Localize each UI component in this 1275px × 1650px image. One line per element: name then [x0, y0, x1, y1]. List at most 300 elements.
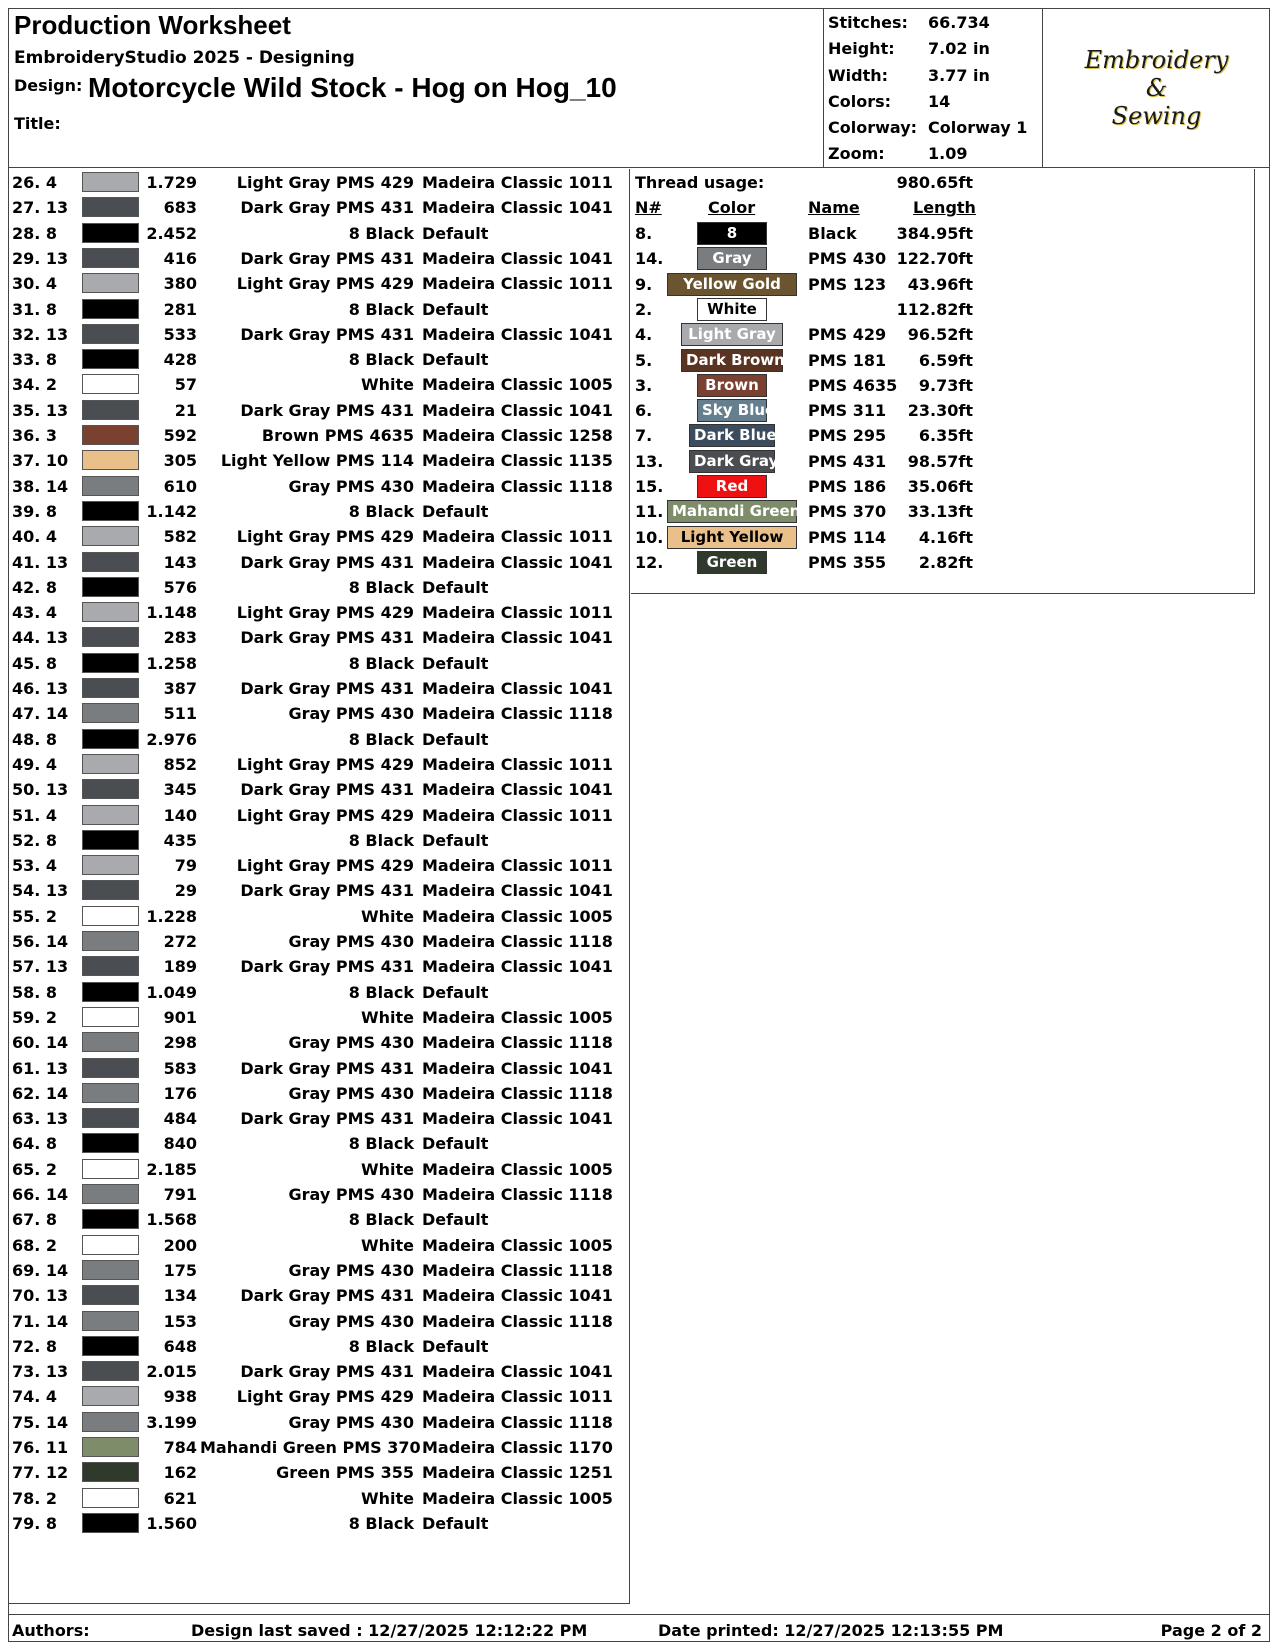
table-row — [8, 574, 630, 601]
stitch-count: 153 — [163, 1311, 197, 1331]
color-swatch — [82, 526, 139, 546]
footer-last-saved: Design last saved : 12/27/2025 12:12:22 PM — [191, 1621, 588, 1640]
color-swatch — [82, 805, 139, 825]
design-label: Design: — [14, 76, 83, 95]
table-row — [8, 1257, 630, 1284]
stat-value: Colorway 1 — [928, 118, 1028, 138]
color-swatch — [82, 223, 139, 243]
col-header-number: N# — [635, 198, 662, 217]
stat-value: 66.734 — [928, 13, 990, 32]
thread-usage-row — [631, 549, 1255, 576]
table-row — [8, 1181, 630, 1208]
table-row — [8, 751, 630, 778]
stitch-count: 533 — [163, 324, 197, 344]
stitch-count: 901 — [163, 1007, 197, 1027]
stop-number: 63. 13 — [12, 1109, 69, 1129]
thread-brand: Madeira Classic 1041 — [422, 1286, 613, 1306]
thread-usage-row — [631, 397, 1255, 424]
thread-color-chip: Red — [697, 475, 767, 498]
stop-number: 33. 8 — [12, 350, 58, 370]
thread-brand: Madeira Classic 1011 — [422, 1387, 613, 1407]
thread-name: White — [360, 1007, 414, 1027]
thread-color-chip: Brown — [697, 374, 767, 397]
thread-name: 8 Black — [348, 223, 414, 243]
table-row — [8, 447, 630, 474]
stitch-count: 1.568 — [146, 1210, 197, 1230]
stitch-count: 428 — [163, 350, 197, 370]
table-row — [8, 903, 630, 930]
thread-name: White — [360, 1159, 414, 1179]
thread-length: 23.30ft — [907, 401, 973, 421]
thread-name: 8 Black — [348, 350, 414, 370]
logo-line: & — [1145, 74, 1168, 102]
footer-date-printed: Date printed: 12/27/2025 12:13:55 PM — [658, 1621, 1004, 1640]
stitch-count: 938 — [163, 1387, 197, 1407]
stop-number: 46. 13 — [12, 679, 69, 698]
thread-number: 11. — [635, 502, 664, 522]
thread-name: White — [360, 375, 414, 395]
thread-pms: PMS 181 — [808, 350, 887, 370]
thread-name: Gray PMS 430 — [288, 1260, 414, 1280]
color-swatch — [82, 1336, 139, 1356]
thread-number: 9. — [635, 274, 653, 294]
stop-number: 77. 12 — [12, 1463, 69, 1483]
thread-brand: Default — [422, 830, 489, 850]
thread-name: Brown PMS 4635 — [261, 426, 414, 445]
thread-usage-row — [631, 296, 1255, 323]
thread-usage-row — [631, 245, 1255, 272]
color-swatch — [82, 1488, 139, 1508]
color-swatch — [82, 1007, 139, 1027]
thread-brand: Madeira Classic 1170 — [422, 1438, 613, 1457]
stat-value: 14 — [928, 91, 951, 111]
thread-color-chip: Light Yellow — [667, 526, 797, 549]
thread-usage-panel — [631, 169, 1255, 594]
thread-name: Dark Gray PMS 431 — [240, 1109, 414, 1129]
thread-usage-total: 980.65ft — [896, 173, 973, 192]
thread-pms: PMS 123 — [808, 274, 887, 294]
thread-color-chip: Sky Blue — [697, 399, 767, 422]
thread-brand: Default — [422, 1210, 489, 1230]
stitch-count: 1.148 — [146, 603, 197, 623]
table-row — [8, 194, 630, 221]
app-name: EmbroideryStudio 2025 - Designing — [14, 48, 355, 68]
color-swatch — [82, 1235, 139, 1255]
stop-number: 27. 13 — [12, 198, 69, 218]
thread-name: Light Gray PMS 429 — [236, 805, 414, 825]
thread-name: Mahandi Green PMS 370 — [200, 1438, 421, 1457]
thread-usage-row — [631, 524, 1255, 551]
color-swatch — [82, 1361, 139, 1381]
stitch-count: 3.199 — [146, 1412, 197, 1432]
thread-brand: Default — [422, 653, 489, 673]
stop-number: 43. 4 — [12, 603, 58, 623]
stitch-count: 2.976 — [146, 729, 197, 749]
stitch-count: 2.185 — [146, 1159, 197, 1179]
table-row — [8, 877, 630, 904]
stop-number: 58. 8 — [12, 982, 58, 1002]
stitch-count: 2.452 — [146, 223, 197, 243]
table-row — [8, 169, 630, 196]
thread-brand: Madeira Classic 1258 — [422, 426, 613, 445]
thread-brand: Madeira Classic 1011 — [422, 856, 613, 876]
table-row — [8, 675, 630, 702]
table-row — [8, 827, 630, 854]
thread-number: 14. — [635, 249, 664, 269]
table-row — [8, 726, 630, 753]
stitch-count: 387 — [163, 679, 197, 698]
stop-number: 38. 14 — [12, 476, 69, 496]
table-row — [8, 1206, 630, 1233]
thread-brand: Madeira Classic 1041 — [422, 248, 613, 268]
thread-length: 43.96ft — [907, 274, 973, 294]
stitch-count: 648 — [163, 1336, 197, 1356]
thread-color-chip: White — [697, 298, 767, 321]
table-row — [8, 928, 630, 955]
thread-brand: Madeira Classic 1011 — [422, 805, 613, 825]
stitch-count: 162 — [163, 1463, 197, 1483]
color-swatch — [82, 855, 139, 875]
table-row — [8, 979, 630, 1006]
thread-brand: Default — [422, 1134, 489, 1154]
color-swatch — [82, 1311, 139, 1331]
table-row — [8, 1232, 630, 1259]
stitch-count: 1.258 — [146, 653, 197, 673]
table-row — [8, 1156, 630, 1183]
stitch-count: 2.015 — [146, 1362, 197, 1382]
color-swatch — [82, 602, 139, 622]
thread-name: Light Gray PMS 429 — [236, 527, 414, 547]
col-header-length: Length — [913, 198, 976, 217]
stop-number: 26. 4 — [12, 173, 58, 192]
thread-length: 9.73ft — [918, 375, 973, 395]
thread-length: 96.52ft — [907, 325, 973, 345]
logo-line: Embroidery — [1084, 46, 1229, 74]
thread-brand: Madeira Classic 1118 — [422, 704, 613, 724]
stat-label: Stitches: — [828, 13, 908, 32]
table-row — [8, 1333, 630, 1360]
table-row — [8, 599, 630, 626]
thread-length: 2.82ft — [918, 552, 973, 572]
header-info — [8, 8, 823, 168]
stitch-count: 380 — [163, 274, 197, 294]
table-row — [8, 1308, 630, 1335]
thread-color-chip: Light Gray — [681, 323, 783, 346]
thread-color-chip: Dark Blue — [689, 424, 775, 447]
thread-name: 8 Black — [348, 1336, 414, 1356]
color-swatch — [82, 197, 139, 217]
thread-pms: Black — [808, 224, 857, 243]
stat-row — [824, 141, 1042, 167]
thread-brand: Madeira Classic 1005 — [422, 1007, 613, 1027]
stop-number: 56. 14 — [12, 932, 69, 951]
stitch-count: 143 — [163, 552, 197, 572]
color-swatch — [82, 1260, 139, 1280]
thread-name: Dark Gray PMS 431 — [240, 780, 414, 800]
color-swatch — [82, 1133, 139, 1153]
stop-number: 32. 13 — [12, 324, 69, 344]
color-swatch — [82, 678, 139, 698]
thread-brand: Madeira Classic 1041 — [422, 780, 613, 800]
color-swatch — [82, 627, 139, 647]
stitch-count: 281 — [163, 299, 197, 319]
stat-value: 1.09 — [928, 144, 968, 164]
thread-usage-row — [631, 422, 1255, 449]
thread-brand: Madeira Classic 1118 — [422, 932, 613, 951]
color-swatch — [82, 779, 139, 799]
thread-brand: Madeira Classic 1005 — [422, 1488, 613, 1508]
table-row — [8, 270, 630, 297]
worksheet-header — [8, 8, 1270, 168]
table-row — [8, 1029, 630, 1056]
table-row — [8, 1105, 630, 1132]
color-swatch — [82, 1462, 139, 1482]
thread-name: Dark Gray PMS 431 — [240, 881, 414, 901]
thread-length: 35.06ft — [907, 477, 973, 496]
thread-name: Light Gray PMS 429 — [236, 754, 414, 774]
thread-name: 8 Black — [348, 729, 414, 749]
thread-name: Dark Gray PMS 431 — [240, 1362, 414, 1382]
stop-number: 31. 8 — [12, 299, 58, 319]
thread-name: Light Gray PMS 429 — [236, 173, 414, 192]
design-name: Motorcycle Wild Stock - Hog on Hog_10 — [88, 72, 617, 103]
stop-number: 49. 4 — [12, 754, 58, 774]
stat-row — [824, 63, 1042, 89]
color-swatch — [82, 703, 139, 723]
stitch-count: 840 — [163, 1134, 197, 1154]
stitch-count: 305 — [163, 451, 197, 471]
table-row — [8, 776, 630, 803]
table-row — [8, 953, 630, 980]
stop-number: 76. 11 — [12, 1438, 69, 1457]
color-swatch — [82, 476, 139, 496]
color-swatch — [82, 1184, 139, 1204]
color-swatch — [82, 1083, 139, 1103]
color-swatch — [82, 1285, 139, 1305]
color-swatch — [82, 1513, 139, 1533]
stat-value: 3.77 in — [928, 65, 990, 85]
stop-number: 54. 13 — [12, 881, 69, 901]
thread-brand: Default — [422, 729, 489, 749]
thread-length: 122.70ft — [896, 249, 973, 269]
stitch-count: 1.142 — [146, 501, 197, 521]
thread-name: Dark Gray PMS 431 — [240, 198, 414, 218]
thread-usage-row — [631, 473, 1255, 500]
table-row — [8, 346, 630, 373]
stop-number: 40. 4 — [12, 527, 58, 547]
embroidery-sewing-logo — [1043, 8, 1270, 168]
thread-brand: Madeira Classic 1011 — [422, 603, 613, 623]
color-swatch — [82, 299, 139, 319]
thread-number: 2. — [635, 299, 653, 319]
table-row — [8, 1130, 630, 1157]
thread-brand: Default — [422, 982, 489, 1002]
thread-length: 112.82ft — [896, 299, 973, 319]
color-swatch — [82, 1209, 139, 1229]
stitch-count: 683 — [163, 198, 197, 218]
thread-brand: Madeira Classic 1041 — [422, 1109, 613, 1129]
color-swatch — [82, 425, 139, 445]
thread-pms: PMS 370 — [808, 502, 887, 522]
thread-name: Light Gray PMS 429 — [236, 274, 414, 294]
stitch-count: 298 — [163, 1033, 197, 1053]
thread-pms: PMS 355 — [808, 552, 887, 572]
thread-name: White — [360, 906, 414, 926]
stop-number: 57. 13 — [12, 957, 69, 977]
table-row — [8, 1004, 630, 1031]
thread-name: 8 Black — [348, 830, 414, 850]
thread-name: 8 Black — [348, 1210, 414, 1230]
thread-color-chip: Dark Brown — [681, 349, 783, 372]
stop-number: 37. 10 — [12, 451, 69, 471]
thread-brand: Madeira Classic 1011 — [422, 527, 613, 547]
thread-brand: Madeira Classic 1005 — [422, 1235, 613, 1255]
thread-brand: Madeira Classic 1041 — [422, 198, 613, 218]
color-swatch — [82, 374, 139, 394]
stop-number: 39. 8 — [12, 501, 58, 521]
thread-length: 98.57ft — [907, 451, 973, 471]
stop-number: 30. 4 — [12, 274, 58, 294]
stitch-count: 283 — [163, 628, 197, 648]
color-swatch — [82, 248, 139, 268]
title-label: Title: — [14, 114, 61, 133]
color-swatch — [82, 1412, 139, 1432]
thread-length: 4.16ft — [918, 527, 973, 547]
stop-number: 44. 13 — [12, 628, 69, 648]
stop-number: 51. 4 — [12, 805, 58, 825]
table-row — [8, 321, 630, 348]
thread-pms: PMS 311 — [808, 401, 887, 421]
stop-number: 68. 2 — [12, 1235, 58, 1255]
table-row — [8, 523, 630, 550]
stitch-count: 345 — [163, 780, 197, 800]
thread-name: Light Gray PMS 429 — [236, 856, 414, 876]
stop-number: 35. 13 — [12, 400, 69, 420]
stop-number: 71. 14 — [12, 1311, 69, 1331]
thread-name: Gray PMS 430 — [288, 1083, 414, 1103]
stop-number: 28. 8 — [12, 223, 58, 243]
stop-number: 29. 13 — [12, 248, 69, 268]
thread-pms: PMS 114 — [808, 527, 887, 547]
thread-name: Dark Gray PMS 431 — [240, 679, 414, 698]
table-row — [8, 1510, 630, 1537]
stop-number: 61. 13 — [12, 1058, 69, 1078]
thread-color-chip: Yellow Gold — [667, 273, 797, 296]
table-row — [8, 650, 630, 677]
stop-number: 62. 14 — [12, 1083, 69, 1103]
stop-number: 72. 8 — [12, 1336, 58, 1356]
table-row — [8, 549, 630, 576]
table-row — [8, 296, 630, 323]
thread-brand: Madeira Classic 1011 — [422, 173, 613, 192]
thread-brand: Madeira Classic 1041 — [422, 1362, 613, 1382]
stop-number: 53. 4 — [12, 856, 58, 876]
thread-name: Dark Gray PMS 431 — [240, 1058, 414, 1078]
color-swatch — [82, 1108, 139, 1128]
color-swatch — [82, 172, 139, 192]
stitch-count: 1.560 — [146, 1513, 197, 1533]
thread-usage-row — [631, 321, 1255, 348]
color-swatch — [82, 1437, 139, 1457]
stop-number: 60. 14 — [12, 1033, 69, 1053]
color-swatch — [82, 653, 139, 673]
thread-brand: Madeira Classic 1135 — [422, 451, 613, 471]
thread-name: 8 Black — [348, 653, 414, 673]
stat-label: Height: — [828, 39, 895, 59]
thread-usage-row — [631, 448, 1255, 475]
thread-name: Gray PMS 430 — [288, 1033, 414, 1053]
thread-brand: Madeira Classic 1251 — [422, 1463, 613, 1483]
thread-brand: Madeira Classic 1005 — [422, 906, 613, 926]
color-swatch — [82, 956, 139, 976]
stat-label: Zoom: — [828, 144, 885, 164]
stitch-count: 175 — [163, 1260, 197, 1280]
thread-brand: Madeira Classic 1118 — [422, 1412, 613, 1432]
stop-number: 65. 2 — [12, 1159, 58, 1179]
thread-number: 10. — [635, 527, 664, 547]
thread-number: 4. — [635, 325, 653, 345]
color-swatch — [82, 754, 139, 774]
stop-number: 47. 14 — [12, 704, 69, 724]
thread-brand: Madeira Classic 1118 — [422, 476, 613, 496]
col-header-color: Color — [708, 198, 756, 217]
thread-brand: Madeira Classic 1041 — [422, 957, 613, 977]
table-row — [8, 245, 630, 272]
thread-brand: Default — [422, 1336, 489, 1356]
stop-number: 50. 13 — [12, 780, 69, 800]
thread-name: 8 Black — [348, 1513, 414, 1533]
design-stats — [823, 8, 1043, 168]
stitch-count: 621 — [163, 1488, 197, 1508]
thread-brand: Madeira Classic 1041 — [422, 400, 613, 420]
table-row — [8, 1409, 630, 1436]
thread-usage-label: Thread usage: — [635, 173, 765, 192]
thread-brand: Default — [422, 299, 489, 319]
color-swatch — [82, 1032, 139, 1052]
thread-brand: Madeira Classic 1011 — [422, 274, 613, 294]
stop-number: 55. 2 — [12, 906, 58, 926]
thread-name: 8 Black — [348, 299, 414, 319]
stitch-count: 57 — [174, 375, 197, 395]
thread-number: 6. — [635, 401, 653, 421]
thread-name: Gray PMS 430 — [288, 1311, 414, 1331]
thread-pms: PMS 431 — [808, 451, 887, 471]
thread-name: Dark Gray PMS 431 — [240, 248, 414, 268]
stitch-count: 511 — [163, 704, 197, 724]
stitch-count: 21 — [174, 400, 197, 420]
stitch-count: 140 — [163, 805, 197, 825]
stat-row — [824, 36, 1042, 62]
stitch-count: 852 — [163, 754, 197, 774]
thread-name: Gray PMS 430 — [288, 1185, 414, 1204]
footer-authors: Authors: — [12, 1621, 90, 1640]
color-swatch — [82, 349, 139, 369]
table-row — [8, 1485, 630, 1512]
thread-brand: Madeira Classic 1041 — [422, 628, 613, 648]
thread-usage-row — [631, 347, 1255, 374]
thread-usage-row — [631, 498, 1255, 525]
worksheet-footer — [8, 1614, 1270, 1642]
stat-label: Colorway: — [828, 118, 918, 138]
stitch-count: 1.049 — [146, 982, 197, 1002]
stat-row — [824, 89, 1042, 115]
thread-usage-row — [631, 220, 1255, 247]
stop-number: 59. 2 — [12, 1007, 58, 1027]
thread-pms: PMS 4635 — [808, 375, 898, 395]
stat-row — [824, 115, 1042, 141]
stitch-count: 79 — [174, 856, 197, 876]
stop-number: 64. 8 — [12, 1134, 58, 1154]
